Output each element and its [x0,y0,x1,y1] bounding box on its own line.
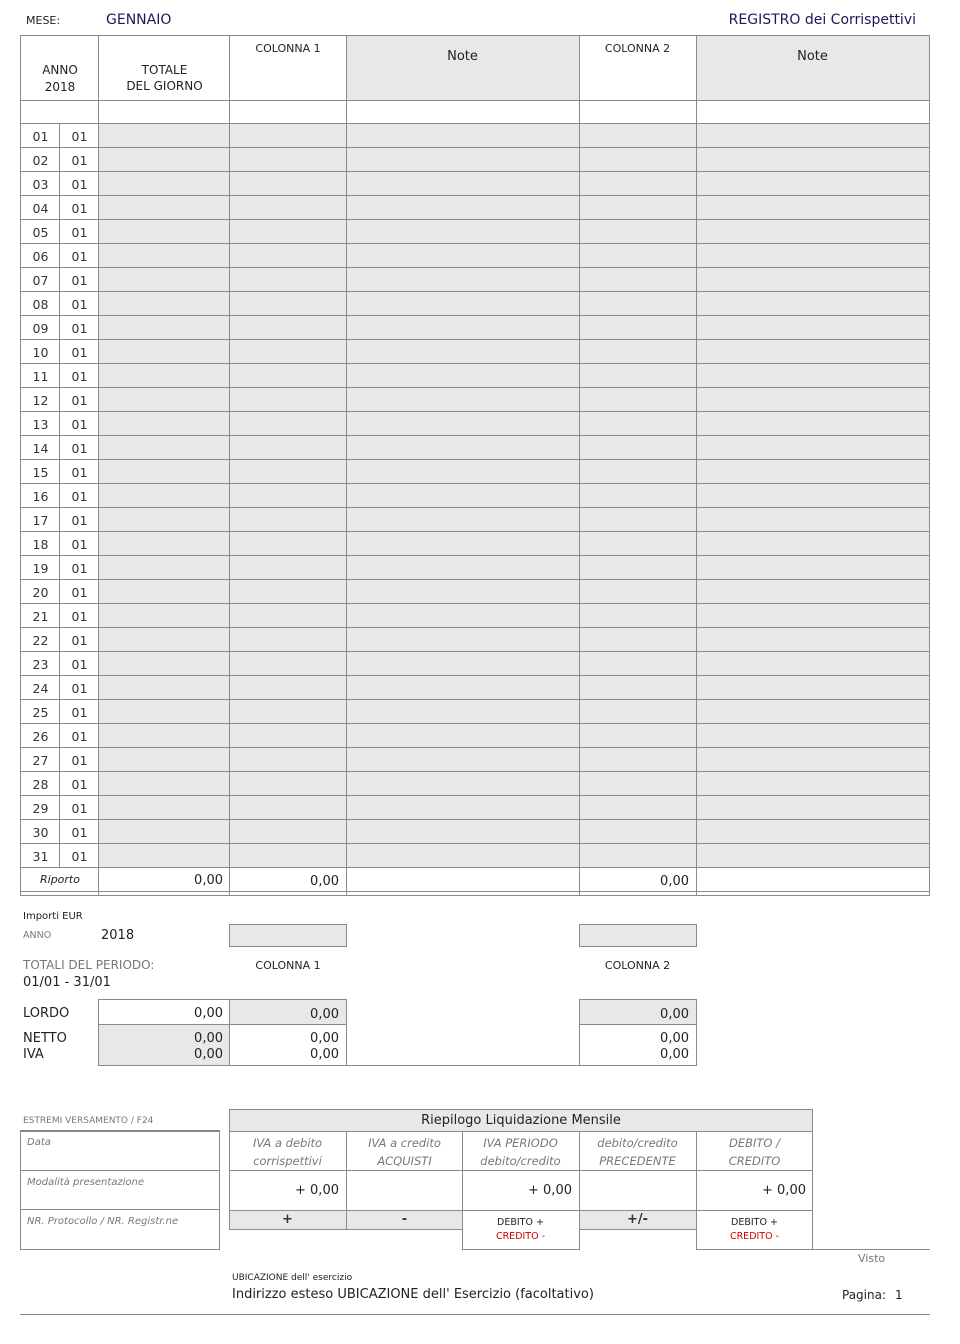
row-month: 01 [71,153,88,168]
netto-totale: 0,00 [194,1031,223,1046]
iva-col2: 0,00 [660,1047,689,1062]
row-month: 01 [71,849,88,864]
row-day: 02 [32,153,49,168]
row-month: 01 [71,729,88,744]
riporto-label: Riporto [40,873,80,886]
h5-line2: CREDITO [728,1154,781,1168]
row-day: 20 [32,585,49,600]
row-day: 24 [32,681,49,696]
h5-line1: DEBITO / [728,1136,780,1150]
h1-line1: IVA a debito [252,1136,323,1150]
row-month: 01 [71,417,88,432]
row-month: 01 [71,705,88,720]
row-month: 01 [71,777,88,792]
row-day: 18 [32,537,49,552]
iva-totale: 0,00 [194,1047,223,1062]
lordo-totale: 0,00 [194,1006,223,1021]
col1-code-field[interactable] [229,924,347,947]
row-month: 01 [71,657,88,672]
row-day: 21 [32,609,49,624]
period-range: 01/01 - 31/01 [23,975,111,990]
row-month: 01 [71,129,88,144]
row-day: 29 [32,801,49,816]
netto-label: NETTO [23,1031,67,1046]
table-border [20,35,930,896]
row-month: 01 [71,513,88,528]
riepilogo-title: Riepilogo Liquidazione Mensile [421,1113,621,1128]
iva-col1: 0,00 [310,1047,339,1062]
row-day: 01 [32,129,49,144]
row-day: 31 [32,849,49,864]
period-col2-label: COLONNA 2 [604,959,671,972]
lordo-label: LORDO [23,1006,70,1021]
netto-col1: 0,00 [310,1031,339,1046]
row-day: 11 [32,369,49,384]
h2-line1: IVA a credito [368,1136,441,1150]
mese-label: MESE: [26,14,61,27]
row-day: 03 [32,177,49,192]
row-month: 01 [71,681,88,696]
colonna1-header: COLONNA 1 [255,42,321,55]
plusminus-sign: +/- [626,1212,649,1227]
row-month: 01 [71,825,88,840]
row-day: 13 [32,417,49,432]
row-day: 19 [32,561,49,576]
row-month: 01 [71,441,88,456]
colonna2-header: COLONNA 2 [604,42,671,55]
iva-label: IVA [23,1047,44,1062]
h3-line2: debito/credito [480,1154,561,1168]
row-day: 06 [32,249,49,264]
final-credito-minus: CREDITO - [729,1231,780,1242]
mese-value: GENNAIO [106,12,172,28]
row-month: 01 [71,321,88,336]
periodo-debito-plus: DEBITO + [497,1217,544,1228]
h2-line2: ACQUISTI [377,1154,432,1168]
row-month: 01 [71,345,88,360]
row-day: 12 [32,393,49,408]
riporto-col1: 0,00 [310,874,339,889]
col2-code-field[interactable] [579,924,697,947]
totali-periodo-label: TOTALI DEL PERIODO: [23,958,155,972]
row-day: 28 [32,777,49,792]
row-month: 01 [71,465,88,480]
row-day: 10 [32,345,49,360]
row-month: 01 [71,753,88,768]
h4-line1: debito/credito [597,1136,678,1150]
iva-debito-value: + 0,00 [295,1183,339,1198]
register-title: REGISTRO dei Corrispettivi [728,12,916,28]
plus-sign: + [282,1212,293,1227]
row-month: 01 [71,249,88,264]
iva-periodo-value: + 0,00 [528,1183,572,1198]
minus-sign: - [401,1212,408,1227]
row-day: 17 [32,513,49,528]
row-month: 01 [71,489,88,504]
lordo-col1: 0,00 [310,1007,339,1022]
versamento-title: ESTREMI VERSAMENTO / F24 [23,1116,154,1126]
row-month: 01 [71,297,88,312]
row-month: 01 [71,633,88,648]
h4-line2: PRECEDENTE [599,1154,676,1168]
netto-col2: 0,00 [660,1031,689,1046]
row-month: 01 [71,561,88,576]
row-day: 30 [32,825,49,840]
period-anno-label: ANNO [23,930,52,941]
row-day: 27 [32,753,49,768]
row-month: 01 [71,177,88,192]
versamento-box [20,1131,220,1250]
row-month: 01 [71,273,88,288]
row-day: 05 [32,225,49,240]
pagina-value: 1 [895,1288,903,1302]
visto-label: Visto [858,1252,886,1265]
row-day: 26 [32,729,49,744]
row-month: 01 [71,537,88,552]
row-day: 09 [32,321,49,336]
row-day: 22 [32,633,49,648]
note2-header: Note [797,49,828,64]
modalita-field-label[interactable]: Modalità presentazione [27,1177,145,1188]
note1-header: Note [447,49,478,64]
riporto-totale: 0,00 [194,873,223,888]
row-month: 01 [71,201,88,216]
row-month: 01 [71,369,88,384]
row-month: 01 [71,585,88,600]
totale-label-2: DEL GIORNO [126,79,203,93]
row-day: 04 [32,201,49,216]
row-month: 01 [71,801,88,816]
pagina-label: Pagina: [842,1288,887,1302]
periodo-sign-box [462,1210,580,1250]
ubicazione-label: UBICAZIONE dell' esercizio [232,1273,353,1283]
row-day: 07 [32,273,49,288]
final-debito-plus: DEBITO + [731,1217,778,1228]
row-day: 15 [32,465,49,480]
row-day: 23 [32,657,49,672]
row-day: 16 [32,489,49,504]
row-day: 25 [32,705,49,720]
lordo-col2: 0,00 [660,1007,689,1022]
riporto-col2: 0,00 [660,874,689,889]
h3-line1: IVA PERIODO [483,1136,558,1150]
anno-value: 2018 [44,80,76,94]
row-day: 14 [32,441,49,456]
debito-sign-box [696,1210,813,1250]
period-anno-value: 2018 [101,928,135,943]
periodo-credito-minus: CREDITO - [495,1231,546,1242]
protocollo-field-label[interactable]: NR. Protocollo / NR. Registr.ne [27,1216,179,1227]
row-month: 01 [71,225,88,240]
period-col1-label: COLONNA 1 [255,959,321,972]
totale-label-1: TOTALE [141,63,188,77]
debito-credito-value: + 0,00 [762,1183,806,1198]
ubicazione-value: Indirizzo esteso UBICAZIONE dell' Esercizio (facoltativo) [232,1287,594,1302]
row-month: 01 [71,609,88,624]
row-day: 08 [32,297,49,312]
row-month: 01 [71,393,88,408]
data-field-label[interactable]: Data [27,1137,51,1148]
h1-line2: corrispettivi [253,1154,322,1168]
anno-label: ANNO [42,63,78,77]
importi-label: Importi EUR [23,911,83,922]
